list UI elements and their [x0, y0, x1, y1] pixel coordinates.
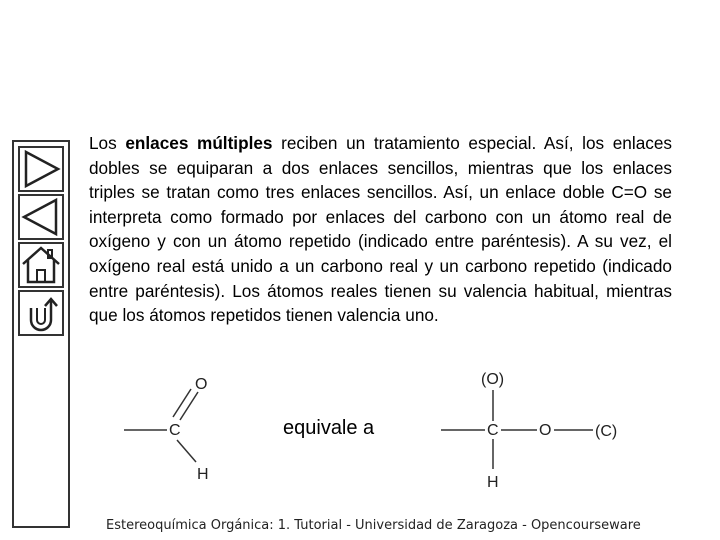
- body-paragraph: [89, 131, 672, 328]
- home-icon: [18, 242, 64, 288]
- atom-duplicate-oxygen: (O): [481, 371, 505, 388]
- next-button[interactable]: [18, 146, 64, 192]
- equivalence-label: equivale a: [283, 417, 375, 439]
- atom-carbon: C: [487, 422, 499, 439]
- atom-duplicate-carbon: (C): [595, 423, 618, 440]
- next-icon: [18, 146, 64, 192]
- text-rest: reciben un tratamiento especial. Así, los enlaces dobles se equiparan a dos enlaces sencillos, mientras que los enlaces triples se tratan como tres enlaces sencillos. Así, un enlace doble C=O se interpreta como formado por enlaces del carbono con un átomo real de oxígeno y con un átomo repetido (indicado entre paréntesis). A su vez, el oxígeno real está unido a un carbono real y un carbono repetido (indicado entre paréntesis). Los átomos reales tienen su valencia habitual, mientras que los átomos repetidos tienen valencia uno.: [89, 133, 672, 326]
- footer-credit: Estereoquímica Orgánica: 1. Tutorial - Universidad de Zaragoza - Opencourseware: [106, 518, 641, 533]
- bond-line: [173, 389, 191, 417]
- atom-hydrogen: H: [487, 474, 499, 491]
- atom-oxygen: O: [195, 376, 208, 393]
- home-button[interactable]: [18, 242, 64, 288]
- bond-line: [177, 440, 196, 462]
- previous-icon: [18, 194, 64, 240]
- text-bold-term: enlaces múltiples: [125, 133, 273, 153]
- previous-button[interactable]: [18, 194, 64, 240]
- return-icon: [18, 290, 64, 336]
- carbonyl-structure: [110, 365, 240, 490]
- atom-hydrogen: H: [197, 466, 209, 483]
- text-intro: Los: [89, 133, 126, 153]
- atom-carbon: C: [169, 422, 181, 439]
- return-button[interactable]: [18, 290, 64, 336]
- atom-oxygen: O: [539, 422, 552, 439]
- expanded-structure: [435, 365, 635, 493]
- bond-line: [180, 392, 198, 420]
